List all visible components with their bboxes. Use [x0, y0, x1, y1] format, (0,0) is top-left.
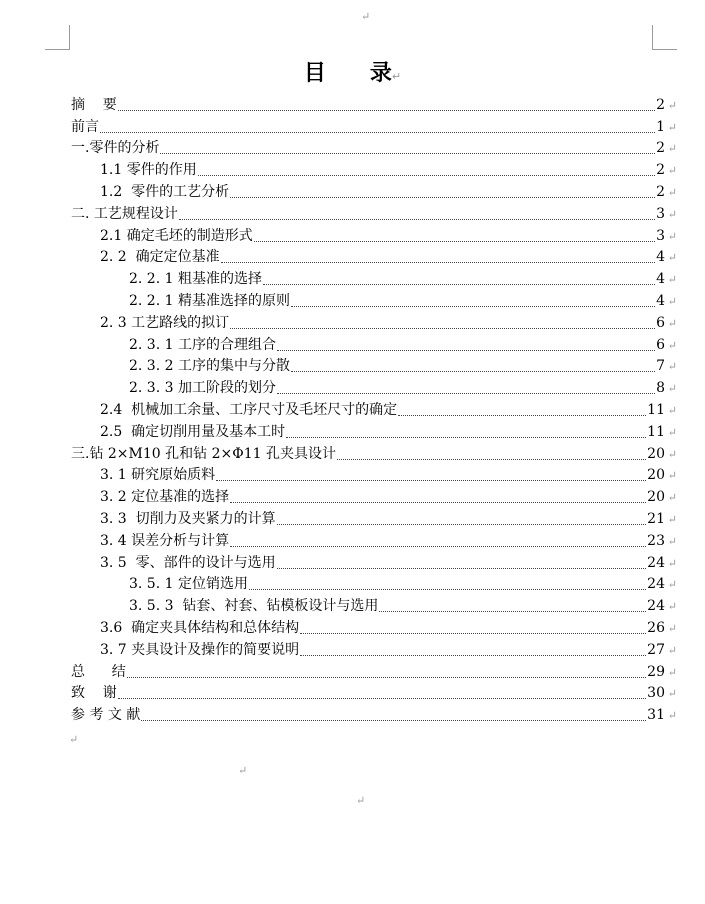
dot-leader — [230, 328, 655, 329]
toc-entry[interactable] — [71, 377, 677, 399]
toc-entry-label: 3.6 确定夹具体结构和总体结构 — [100, 619, 300, 636]
paragraph-mark: ↵ — [667, 164, 677, 178]
title-char-2: 录 — [369, 61, 392, 86]
toc-entry[interactable] — [71, 138, 677, 160]
toc-entry[interactable] — [71, 617, 677, 639]
paragraph-mark: ↵ — [667, 556, 677, 570]
dot-leader — [291, 371, 655, 372]
toc-entry-page-number: 26 — [647, 619, 665, 636]
dot-leader — [286, 437, 646, 438]
paragraph-mark: ↵ — [667, 687, 677, 701]
toc-entry-page-number: 6 — [656, 336, 665, 353]
toc-entry-label: 摘 要 — [71, 96, 117, 113]
toc-entry[interactable] — [71, 399, 677, 421]
paragraph-mark: ↵ — [667, 382, 677, 396]
toc-entry[interactable] — [71, 159, 677, 181]
paragraph-mark: ↵ — [238, 764, 248, 777]
dot-leader — [300, 633, 646, 634]
toc-entry[interactable] — [71, 530, 677, 552]
paragraph-mark: ↵ — [667, 294, 677, 308]
dot-leader — [291, 306, 655, 307]
paragraph-mark: ↵ — [667, 469, 677, 483]
toc-entry[interactable] — [71, 116, 677, 138]
paragraph-mark: ↵ — [667, 142, 677, 156]
dot-leader — [254, 241, 655, 242]
paragraph-mark: ↵ — [667, 665, 677, 679]
dot-leader — [277, 393, 655, 394]
dot-leader — [263, 284, 655, 285]
paragraph-mark: ↵ — [667, 534, 677, 548]
toc-entry-page-number: 4 — [656, 292, 665, 309]
paragraph-mark: ↵ — [356, 794, 366, 807]
toc-entry-label: 1.1 零件的作用 — [100, 162, 197, 179]
toc-entry-label: 3. 3 切削力及夹紧力的计算 — [100, 510, 276, 527]
toc-entry-label: 1.2 零件的工艺分析 — [100, 183, 230, 200]
toc-entry-label: 3. 4 误差分析与计算 — [100, 532, 230, 549]
toc-entry[interactable] — [71, 443, 677, 465]
dot-leader — [198, 175, 655, 176]
dot-leader — [379, 611, 646, 612]
table-of-contents — [71, 94, 677, 726]
toc-entry-page-number: 4 — [656, 249, 665, 266]
toc-entry-page-number: 20 — [647, 489, 665, 506]
dot-leader — [221, 262, 655, 263]
title-char-1: 目 — [303, 61, 326, 86]
toc-entry[interactable] — [71, 421, 677, 443]
dot-leader — [127, 677, 646, 678]
paragraph-mark: ↵ — [667, 338, 677, 352]
paragraph-mark: ↵ — [667, 360, 677, 374]
paragraph-mark: ↵ — [667, 316, 677, 330]
paragraph-mark: ↵ — [667, 512, 677, 526]
toc-entry-label: 2. 3. 3 加工阶段的划分 — [129, 380, 276, 397]
paragraph-mark: ↵ — [69, 733, 79, 746]
toc-entry-label: 3. 5. 1 定位销选用 — [129, 576, 248, 593]
paragraph-mark: ↵ — [667, 709, 677, 723]
toc-entry[interactable] — [71, 247, 677, 269]
paragraph-mark: ↵ — [667, 273, 677, 287]
toc-entry-page-number: 6 — [656, 314, 665, 331]
dot-leader — [100, 132, 655, 133]
toc-entry-label: 2. 3 工艺路线的拟订 — [100, 314, 230, 331]
toc-entry-page-number: 4 — [656, 271, 665, 288]
toc-entry[interactable] — [71, 595, 677, 617]
dot-leader — [179, 219, 655, 220]
toc-entry[interactable] — [71, 356, 677, 378]
toc-entry[interactable] — [71, 290, 677, 312]
toc-entry-label: 2. 2. 1 粗基准的选择 — [129, 271, 262, 288]
dot-leader — [141, 720, 646, 721]
toc-entry-page-number: 2 — [656, 140, 665, 157]
toc-entry-page-number: 27 — [647, 641, 665, 658]
dot-leader — [118, 698, 646, 699]
toc-entry-page-number: 2 — [656, 162, 665, 179]
dot-leader — [230, 546, 646, 547]
toc-entry-label: 总 结 — [71, 663, 126, 680]
paragraph-mark: ↵ — [667, 578, 677, 592]
toc-entry-label: 3. 2 定位基准的选择 — [100, 489, 230, 506]
dot-leader — [118, 110, 655, 111]
dot-leader — [230, 197, 655, 198]
toc-entry[interactable] — [71, 94, 677, 116]
toc-entry[interactable] — [71, 181, 677, 203]
dot-leader — [249, 589, 646, 590]
toc-entry-page-number: 3 — [656, 227, 665, 244]
paragraph-mark: ↵ — [667, 425, 677, 439]
toc-entry-page-number: 24 — [647, 598, 665, 615]
dot-leader — [300, 655, 646, 656]
toc-entry-page-number: 1 — [656, 118, 665, 135]
toc-entry[interactable] — [71, 508, 677, 530]
toc-entry[interactable] — [71, 268, 677, 290]
margin-corner-top-right — [652, 25, 677, 50]
toc-entry-page-number: 8 — [656, 380, 665, 397]
toc-entry-page-number: 23 — [647, 532, 665, 549]
toc-entry[interactable] — [71, 552, 677, 574]
paragraph-mark: ↵ — [667, 251, 677, 265]
toc-entry[interactable] — [71, 704, 677, 726]
toc-entry-page-number: 11 — [647, 401, 665, 418]
toc-entry[interactable] — [71, 203, 677, 225]
dot-leader — [230, 502, 646, 503]
paragraph-mark: ↵ — [667, 207, 677, 221]
paragraph-mark: ↵ — [667, 120, 677, 134]
toc-entry-label: 参 考 文 献 — [71, 707, 141, 724]
toc-entry[interactable] — [71, 334, 677, 356]
dot-leader — [277, 568, 647, 569]
toc-entry-label: 前言 — [71, 118, 99, 135]
toc-entry-label: 2. 3. 1 工序的合理组合 — [129, 336, 276, 353]
toc-entry[interactable] — [71, 465, 677, 487]
paragraph-mark: ↵ — [667, 98, 677, 112]
dot-leader — [277, 524, 647, 525]
toc-entry-label: 二. 工艺规程设计 — [71, 205, 178, 222]
toc-entry[interactable] — [71, 639, 677, 661]
toc-entry-label: 3. 1 研究原始质料 — [100, 467, 216, 484]
toc-entry-label: 2. 2 确定定位基准 — [100, 249, 220, 266]
toc-entry[interactable] — [71, 486, 677, 508]
dot-leader — [398, 415, 646, 416]
toc-entry[interactable] — [71, 225, 677, 247]
toc-entry[interactable] — [71, 661, 677, 683]
paragraph-mark: ↵ — [667, 185, 677, 199]
toc-entry-label: 致 谢 — [71, 685, 117, 702]
dot-leader — [216, 480, 646, 481]
toc-entry-label: 2. 2. 1 精基准选择的原则 — [129, 292, 290, 309]
toc-title — [0, 56, 705, 87]
paragraph-mark: ↵ — [361, 10, 371, 23]
paragraph-mark: ↵ — [667, 643, 677, 657]
toc-entry-page-number: 11 — [647, 423, 665, 440]
paragraph-mark: ↵ — [667, 621, 677, 635]
toc-entry-page-number: 30 — [647, 685, 665, 702]
toc-entry-page-number: 3 — [656, 205, 665, 222]
toc-entry-page-number: 24 — [647, 554, 665, 571]
toc-entry-page-number: 2 — [656, 96, 665, 113]
toc-entry-label: 三.钻 2×M10 孔和钻 2×Φ11 孔夹具设计 — [71, 445, 336, 462]
toc-entry[interactable] — [71, 683, 677, 705]
toc-entry-page-number: 2 — [656, 183, 665, 200]
toc-entry-page-number: 31 — [647, 707, 665, 724]
toc-entry-page-number: 21 — [647, 510, 665, 527]
paragraph-mark: ↵ — [391, 70, 402, 83]
paragraph-mark: ↵ — [667, 491, 677, 505]
paragraph-mark: ↵ — [667, 403, 677, 417]
toc-entry-page-number: 7 — [656, 358, 665, 375]
toc-entry-page-number: 20 — [647, 467, 665, 484]
paragraph-mark: ↵ — [667, 600, 677, 614]
toc-entry-label: 3. 5 零、部件的设计与选用 — [100, 554, 276, 571]
toc-entry-label: 3. 5. 3 钻套、衬套、钻模板设计与选用 — [129, 598, 379, 615]
toc-entry-page-number: 20 — [647, 445, 665, 462]
toc-entry-label: 2. 3. 2 工序的集中与分散 — [129, 358, 290, 375]
dot-leader — [277, 350, 655, 351]
toc-entry-label: 2.5 确定切削用量及基本工时 — [100, 423, 286, 440]
toc-entry-page-number: 24 — [647, 576, 665, 593]
paragraph-mark: ↵ — [667, 447, 677, 461]
toc-entry[interactable] — [71, 312, 677, 334]
margin-corner-top-left — [45, 25, 70, 50]
dot-leader — [337, 459, 646, 460]
toc-entry[interactable] — [71, 574, 677, 596]
toc-entry-page-number: 29 — [647, 663, 665, 680]
paragraph-mark: ↵ — [667, 229, 677, 243]
dot-leader — [160, 153, 655, 154]
toc-entry-label: 一.零件的分析 — [71, 140, 160, 157]
toc-entry-label: 3. 7 夹具设计及操作的简要说明 — [100, 641, 300, 658]
toc-entry-label: 2.1 确定毛坯的制造形式 — [100, 227, 253, 244]
toc-entry-label: 2.4 机械加工余量、工序尺寸及毛坯尺寸的确定 — [100, 401, 398, 418]
